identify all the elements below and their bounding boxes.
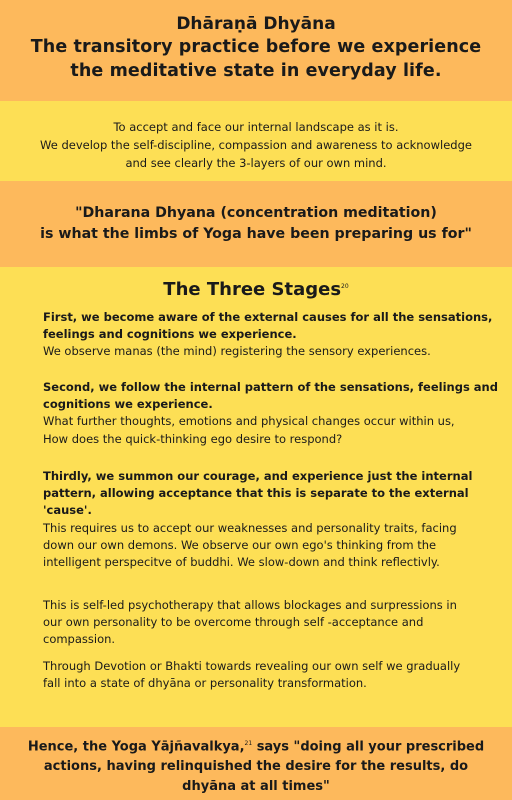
page-title: Dhāraṇā Dhyāna: [176, 14, 336, 34]
page-subtitle-line-2: the meditative state in everyday life.: [70, 61, 442, 81]
psychotherapy-text-3: compassion.: [43, 632, 116, 647]
quote-line-2: is what the limbs of Yoga have been preparing us for": [40, 225, 472, 242]
stage-first: [43, 309, 493, 361]
footnote-ref-21: 21: [244, 740, 253, 747]
stage-third-heading-2: pattern, allowing acceptance that this is separate to the external: [43, 486, 469, 501]
quote-banner: [0, 181, 512, 267]
footer-line-1-start: Hence, the Yoga Yājñavalkya,: [27, 739, 245, 755]
footer-line-3: dhyāna at all times": [182, 779, 330, 795]
stage-third-heading-1: Thirdly, we summon our courage, and experience just the internal: [43, 469, 473, 483]
stage-second: [43, 379, 498, 448]
stage-second-heading-1: Second, we follow the internal pattern of the sensations, feelings and: [43, 380, 498, 394]
page-subtitle-line-1: The transitory practice before we experience: [30, 37, 482, 57]
stage-third-text-3: intelligent perspecitve of buddhi. We slow-down and think reflectivly.: [43, 555, 440, 570]
stage-third-heading-3: 'cause'.: [43, 503, 92, 518]
header-banner: [0, 0, 512, 101]
intro-line-1: To accept and face our internal landscape as it is.: [113, 120, 399, 134]
footer-line-1: [0, 734, 512, 757]
devotion-text-2: fall into a state of dhyāna or personality transformation.: [43, 676, 367, 691]
stage-third: [43, 468, 483, 571]
intro-section: [0, 101, 512, 181]
stage-second-text-1: What further thoughts, emotions and physical changes occur within us,: [43, 414, 455, 429]
intro-line-3: and see clearly the 3-layers of our own mind.: [125, 156, 387, 170]
footer-quote-banner: [0, 727, 512, 800]
footnote-ref-20: 20: [341, 283, 349, 290]
devotion-text-1: Through Devotion or Bhakti towards revealing our own self we gradually: [43, 659, 461, 673]
intro-line-2: We develop the self-discipline, compassion and awareness to acknowledge: [40, 138, 472, 152]
stage-second-heading-2: cognitions we experience.: [43, 397, 213, 412]
footer-line-2: actions, having relinquished the desire for the results, do: [43, 759, 469, 775]
stage-third-text-2: down our own demons. We observe our own ego's thinking from the: [43, 537, 437, 552]
stage-first-heading-2: feelings and cognitions we experience.: [43, 327, 297, 342]
section-heading-text: The Three Stages: [163, 279, 342, 300]
stage-first-text-1: We observe manas (the mind) registering the sensory experiences.: [43, 344, 431, 359]
footer-line-1-end: says "doing all your prescribed: [252, 739, 485, 755]
stage-second-text-2: How does the quick-thinking ego desire to respond?: [43, 431, 343, 446]
stage-third-text-1: This requires us to accept our weaknesses and personality traits, facing: [43, 520, 457, 535]
psychotherapy-text-2: our own personality to be overcome through self -acceptance and: [43, 615, 424, 630]
psychotherapy-text-1: This is self-led psychotherapy that allows blockages and surpressions in: [43, 598, 457, 612]
psychotherapy-paragraph: [43, 597, 483, 649]
stage-first-heading-1: First, we become aware of the external causes for all the sensations,: [43, 310, 493, 324]
three-stages-section: [0, 267, 512, 727]
devotion-paragraph: [43, 658, 483, 692]
quote-line-1: "Dharana Dhyana (concentration meditation): [75, 205, 437, 221]
section-heading: [0, 275, 512, 302]
